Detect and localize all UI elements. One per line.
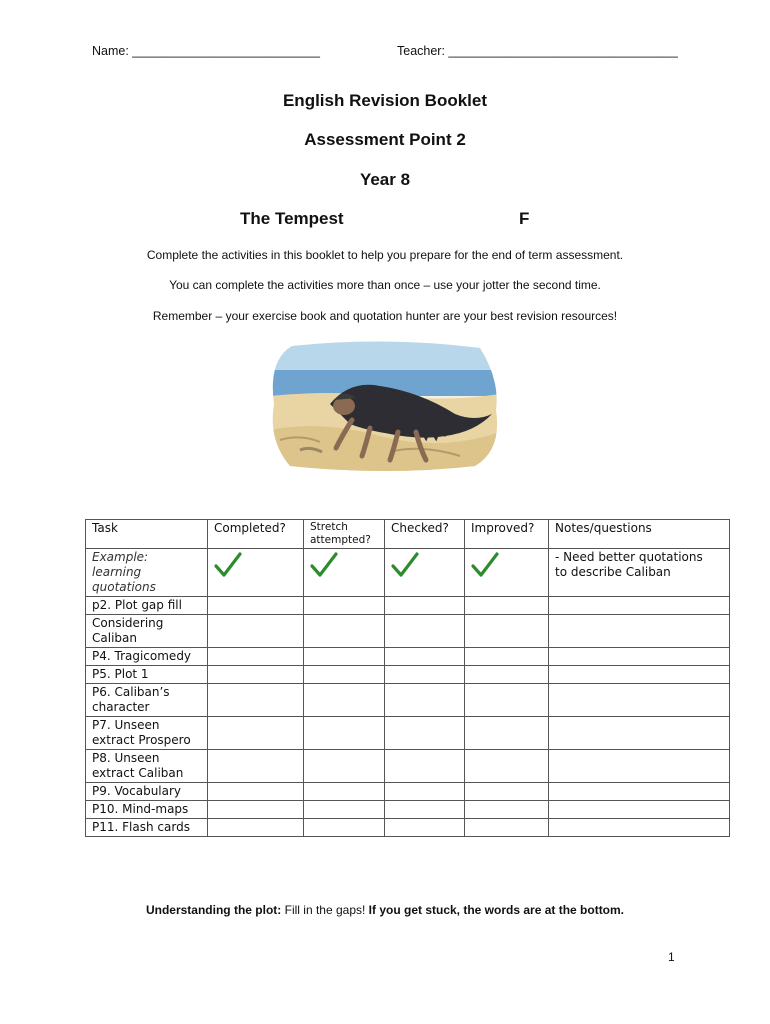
completed-cell[interactable] xyxy=(208,783,304,801)
improved-cell[interactable] xyxy=(465,750,549,783)
checked-cell[interactable] xyxy=(385,819,465,837)
example-stretch-cell[interactable] xyxy=(304,549,385,597)
booklet-title: English Revision Booklet xyxy=(282,91,488,110)
completed-cell[interactable] xyxy=(208,750,304,783)
task-cell: P10. Mind-maps xyxy=(86,801,208,819)
task-cell: P8. Unseen extract Caliban xyxy=(86,750,208,783)
stretch-cell[interactable] xyxy=(304,717,385,750)
header-completed: Completed? xyxy=(208,520,304,549)
example-notes-cell[interactable]: - Need better quotations to describe Caliban xyxy=(549,549,730,597)
notes-cell[interactable] xyxy=(549,648,730,666)
plot-instruction-tail: If you get stuck, the words are at the bottom. xyxy=(368,903,625,917)
plot-instruction-lead: Understanding the plot: xyxy=(145,903,282,917)
table-row xyxy=(86,819,730,837)
example-checked-cell[interactable] xyxy=(385,549,465,597)
completed-cell[interactable] xyxy=(208,648,304,666)
table-row xyxy=(86,684,730,717)
task-cell: P7. Unseen extract Prospero xyxy=(86,717,208,750)
header-improved: Improved? xyxy=(465,520,549,549)
name-field-label: Name: ___________________________ xyxy=(92,44,320,58)
task-tracker-table xyxy=(85,519,730,837)
caliban-illustration xyxy=(270,340,500,472)
header-stretch-attempted: Stretch attempted? xyxy=(304,520,385,549)
table-row xyxy=(86,750,730,783)
improved-cell[interactable] xyxy=(465,684,549,717)
improved-cell[interactable] xyxy=(465,819,549,837)
table-row xyxy=(86,666,730,684)
header-task: Task xyxy=(86,520,208,549)
task-cell: p2. Plot gap fill xyxy=(86,597,208,615)
stretch-cell[interactable] xyxy=(304,648,385,666)
improved-cell[interactable] xyxy=(465,597,549,615)
improved-cell[interactable] xyxy=(465,648,549,666)
stretch-cell[interactable] xyxy=(304,783,385,801)
checked-cell[interactable] xyxy=(385,597,465,615)
stretch-cell[interactable] xyxy=(304,684,385,717)
improved-cell[interactable] xyxy=(465,801,549,819)
completed-cell[interactable] xyxy=(208,684,304,717)
notes-cell[interactable] xyxy=(549,783,730,801)
task-cell: P11. Flash cards xyxy=(86,819,208,837)
table-row-example xyxy=(86,549,730,597)
example-improved-cell[interactable] xyxy=(465,549,549,597)
notes-cell[interactable] xyxy=(549,801,730,819)
text-title: The Tempest xyxy=(240,209,344,228)
task-cell: P6. Caliban’s character xyxy=(86,684,208,717)
completed-cell[interactable] xyxy=(208,717,304,750)
checkmark-icon xyxy=(310,552,338,578)
header-checked: Checked? xyxy=(385,520,465,549)
improved-cell[interactable] xyxy=(465,783,549,801)
notes-cell[interactable] xyxy=(549,684,730,717)
stretch-cell[interactable] xyxy=(304,801,385,819)
table-row xyxy=(86,717,730,750)
assessment-subtitle: Assessment Point 2 xyxy=(304,130,466,149)
checked-cell[interactable] xyxy=(385,615,465,648)
plot-instruction xyxy=(0,903,770,917)
notes-cell[interactable] xyxy=(549,717,730,750)
task-cell: P5. Plot 1 xyxy=(86,666,208,684)
task-cell: Considering Caliban xyxy=(86,615,208,648)
example-task-cell: Example: learning quotations xyxy=(86,549,208,597)
table-header-row xyxy=(86,520,730,549)
completed-cell[interactable] xyxy=(208,819,304,837)
intro-line-1: Complete the activities in this booklet to help you prepare for the end of term assessment. xyxy=(146,248,624,262)
checked-cell[interactable] xyxy=(385,666,465,684)
stretch-cell[interactable] xyxy=(304,666,385,684)
header-notes: Notes/questions xyxy=(549,520,730,549)
task-cell: P9. Vocabulary xyxy=(86,783,208,801)
table-row xyxy=(86,801,730,819)
checked-cell[interactable] xyxy=(385,801,465,819)
checkmark-icon xyxy=(391,552,419,578)
stretch-cell[interactable] xyxy=(304,615,385,648)
plot-instruction-middle: Fill in the gaps! xyxy=(281,903,369,917)
intro-line-2: You can complete the activities more than once – use your jotter the second time. xyxy=(169,278,601,292)
notes-cell[interactable] xyxy=(549,819,730,837)
stretch-cell[interactable] xyxy=(304,750,385,783)
table-row xyxy=(86,597,730,615)
example-completed-cell[interactable] xyxy=(208,549,304,597)
table-row xyxy=(86,783,730,801)
checked-cell[interactable] xyxy=(385,717,465,750)
teacher-field-label: Teacher: _________________________________ xyxy=(397,44,678,58)
checkmark-icon xyxy=(214,552,242,578)
grade-label: F xyxy=(519,209,530,228)
page-number: 1 xyxy=(668,950,675,964)
intro-line-3: Remember – your exercise book and quotation hunter are your best revision resources! xyxy=(152,309,618,323)
completed-cell[interactable] xyxy=(208,597,304,615)
completed-cell[interactable] xyxy=(208,615,304,648)
checked-cell[interactable] xyxy=(385,750,465,783)
notes-cell[interactable] xyxy=(549,750,730,783)
stretch-cell[interactable] xyxy=(304,597,385,615)
notes-cell[interactable] xyxy=(549,666,730,684)
notes-cell[interactable] xyxy=(549,615,730,648)
stretch-cell[interactable] xyxy=(304,819,385,837)
completed-cell[interactable] xyxy=(208,801,304,819)
notes-cell[interactable] xyxy=(549,597,730,615)
improved-cell[interactable] xyxy=(465,717,549,750)
table-row xyxy=(86,648,730,666)
checked-cell[interactable] xyxy=(385,684,465,717)
improved-cell[interactable] xyxy=(465,666,549,684)
year-label: Year 8 xyxy=(359,170,411,189)
improved-cell[interactable] xyxy=(465,615,549,648)
table-row xyxy=(86,615,730,648)
checkmark-icon xyxy=(471,552,499,578)
task-cell: P4. Tragicomedy xyxy=(86,648,208,666)
checked-cell[interactable] xyxy=(385,783,465,801)
checked-cell[interactable] xyxy=(385,648,465,666)
completed-cell[interactable] xyxy=(208,666,304,684)
